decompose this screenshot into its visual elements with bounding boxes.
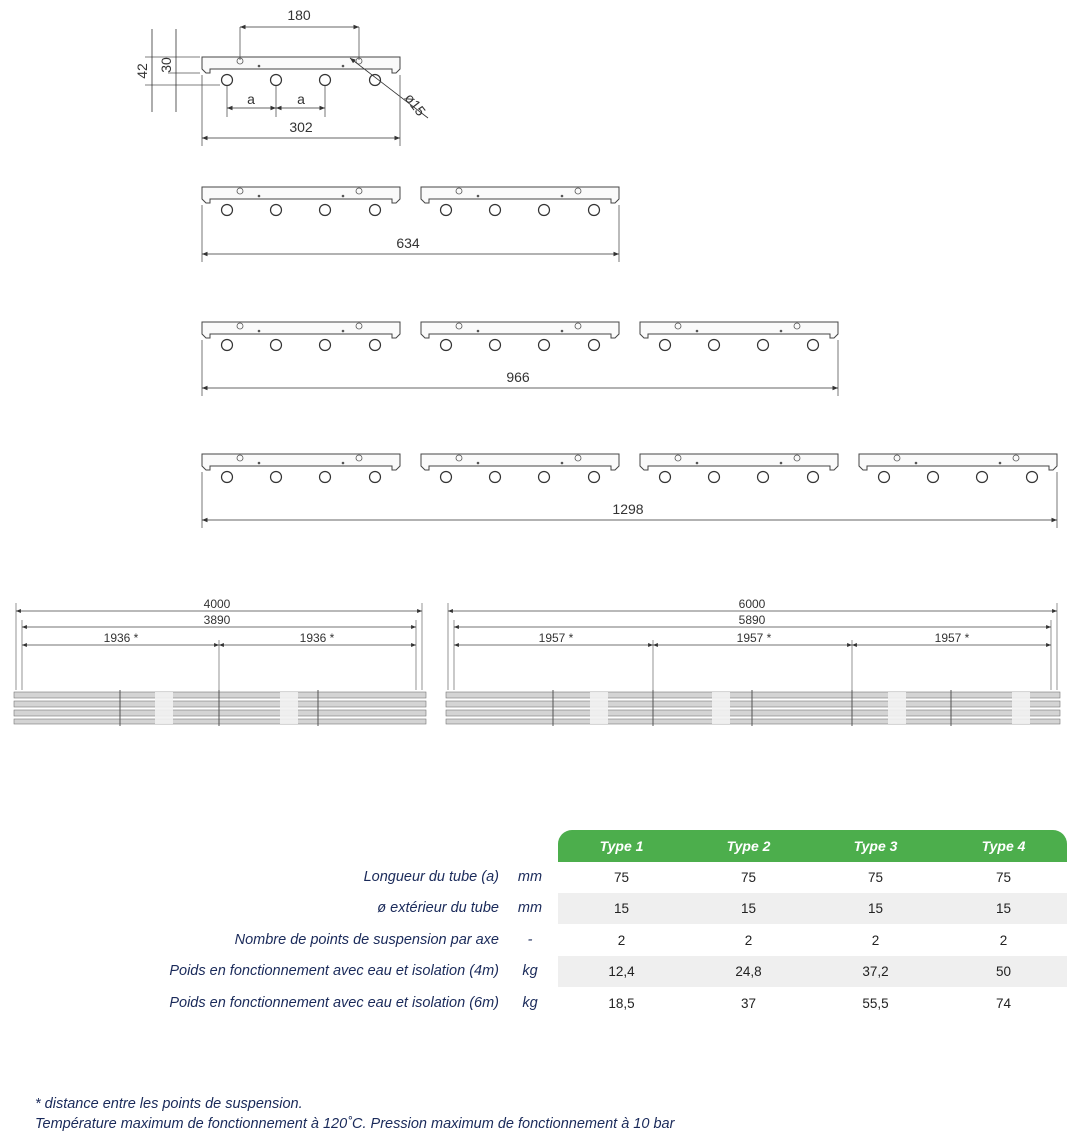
table-cell: 18,5 <box>608 996 635 1011</box>
table-cell: 75 <box>867 870 884 885</box>
table-cell: 75 <box>995 870 1012 885</box>
table-cell: 2 <box>744 933 753 948</box>
table-cell: 75 <box>613 870 630 885</box>
row-unit: mm <box>517 869 543 885</box>
dim-length-6m-inner: 5890 <box>738 613 766 627</box>
table-cell: 2 <box>999 933 1008 948</box>
header-type-1: Type 1 <box>599 838 644 854</box>
table-cell: 37 <box>740 996 757 1011</box>
table-row <box>0 862 1080 893</box>
row-unit: - <box>527 932 533 948</box>
row-unit: mm <box>517 900 543 916</box>
header-type-2: Type 2 <box>726 838 771 854</box>
dim-span-6m-3: 1957 * <box>934 631 970 645</box>
dim-length-6m-total: 6000 <box>738 597 766 611</box>
dim-tube-spacing-1: a <box>247 91 255 107</box>
dim-tube-diameter: ø15 <box>401 89 430 119</box>
profile-detail <box>134 7 429 146</box>
table-cell: 15 <box>995 901 1012 916</box>
table-row <box>0 893 1080 924</box>
dim-length-4m-inner: 3890 <box>203 613 231 627</box>
table-row <box>0 925 1080 956</box>
table-cell: 2 <box>617 933 626 948</box>
table-cell: 15 <box>740 901 757 916</box>
dim-span-6m-1: 1957 * <box>538 631 574 645</box>
row-label: Longueur du tube (a) <box>363 869 499 885</box>
dim-width-type-3: 966 <box>506 369 530 385</box>
table-cell: 55,5 <box>862 996 889 1011</box>
dim-span-4m-1: 1936 * <box>103 631 139 645</box>
footnotes <box>35 1094 674 1134</box>
table-cell: 15 <box>867 901 884 916</box>
table-cell: 24,8 <box>735 964 762 979</box>
dim-width-type-2: 634 <box>396 235 420 251</box>
dim-span-6m-2: 1957 * <box>736 631 772 645</box>
dim-width-type-4: 1298 <box>612 501 644 517</box>
footnote-operating-limits: Température maximum de fonctionnement à 120˚C. Pression maximum de fonctionnement à 10 bar <box>35 1116 675 1132</box>
row-label: Poids en fonctionnement avec eau et isolation (6m) <box>169 995 499 1011</box>
dim-length-4m-total: 4000 <box>203 597 231 611</box>
footnote-suspension: * distance entre les points de suspension. <box>35 1096 303 1112</box>
dim-span-4m-2: 1936 * <box>299 631 335 645</box>
row-unit: kg <box>522 963 538 979</box>
table-cell: 74 <box>995 996 1012 1011</box>
dim-tube-spacing-2: a <box>297 91 305 107</box>
row-label: Poids en fonctionnement avec eau et isolation (4m) <box>169 963 499 979</box>
dim-width-single: 302 <box>289 119 313 135</box>
table-row <box>0 988 1080 1019</box>
row-label: ø extérieur du tube <box>377 900 499 916</box>
row-label: Nombre de points de suspension par axe <box>234 932 499 948</box>
assembly-type-2 <box>202 187 619 262</box>
assembly-type-4 <box>202 454 1057 528</box>
length-view-4m <box>14 597 426 726</box>
table-cell: 37,2 <box>862 964 889 979</box>
row-unit: kg <box>522 995 538 1011</box>
table-cell: 2 <box>871 933 880 948</box>
dim-height-plate: 30 <box>158 57 174 73</box>
header-type-3: Type 3 <box>853 838 898 854</box>
assembly-type-3 <box>202 322 838 396</box>
dim-height-total: 42 <box>134 63 150 79</box>
table-cell: 50 <box>995 964 1012 979</box>
dim-tube-pitch: 180 <box>287 7 311 23</box>
header-type-4: Type 4 <box>981 838 1026 854</box>
table-cell: 15 <box>613 901 630 916</box>
table-cell: 12,4 <box>608 964 635 979</box>
table-row <box>0 956 1080 987</box>
table-cell: 75 <box>740 870 757 885</box>
length-view-6m <box>446 597 1060 726</box>
